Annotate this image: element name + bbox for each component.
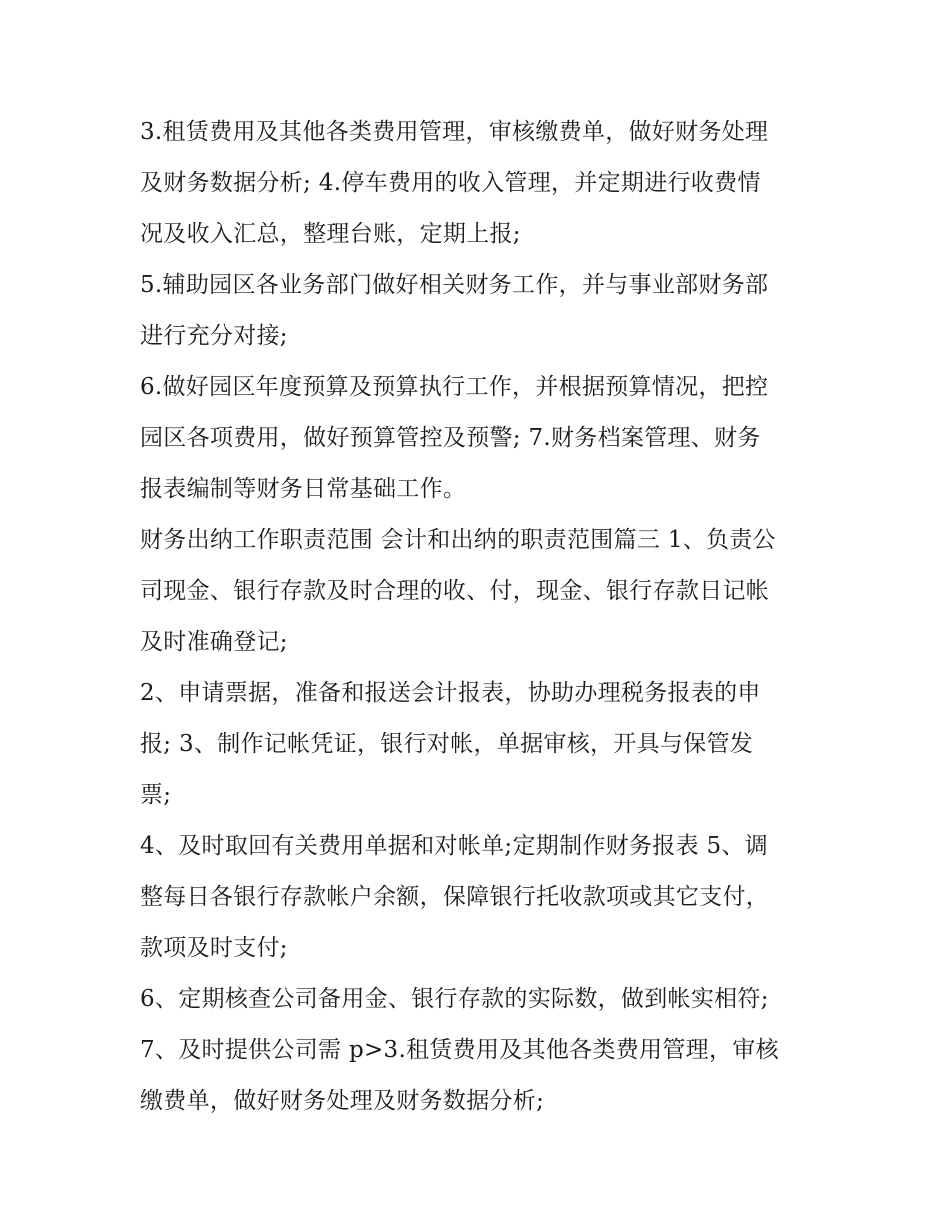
paragraph-1 bbox=[140, 107, 820, 260]
paragraph-3 bbox=[140, 362, 820, 515]
text-line: 4、及时取回有关费用单据和对帐单;定期制作财务报表 5、调 bbox=[140, 833, 769, 859]
text-line: 财务出纳工作职责范围 会计和出纳的职责范围篇三 1、负责公 bbox=[140, 527, 776, 553]
paragraph-2 bbox=[140, 260, 820, 362]
text-line: 及财务数据分析; 4.停车费用的收入管理，并定期进行收费情 bbox=[140, 170, 761, 196]
text-line: 进行充分对接; bbox=[140, 323, 288, 349]
paragraph-6 bbox=[140, 821, 820, 974]
text-line: 2、申请票据，准备和报送会计报表，协助办理税务报表的申 bbox=[140, 680, 761, 706]
document-body bbox=[140, 107, 820, 1127]
paragraph-7 bbox=[140, 974, 820, 1025]
paragraph-4 bbox=[140, 515, 820, 668]
text-line: 园区各项费用，做好预算管控及预警; 7.财务档案管理、财务 bbox=[140, 425, 761, 451]
text-line: 整每日各银行存款帐户余额，保障银行托收款项或其它支付， bbox=[140, 884, 770, 910]
text-line: 款项及时支付; bbox=[140, 935, 288, 961]
text-line: 5.辅助园区各业务部门做好相关财务工作，并与事业部财务部 bbox=[140, 272, 769, 298]
paragraph-8 bbox=[140, 1025, 820, 1127]
text-line: 3.租赁费用及其他各类费用管理，审核缴费单，做好财务处理 bbox=[140, 119, 769, 145]
text-line: 报; 3、制作记帐凭证，银行对帐，单据审核，开具与保管发 bbox=[140, 731, 754, 757]
text-line: 况及收入汇总，整理台账，定期上报; bbox=[140, 221, 521, 247]
text-line: 及时准确登记; bbox=[140, 629, 288, 655]
text-line: 6、定期核查公司备用金、银行存款的实际数，做到帐实相符; bbox=[140, 986, 769, 1012]
text-line: 司现金、银行存款及时合理的收、付，现金、银行存款日记帐 bbox=[140, 578, 770, 604]
text-line: 6.做好园区年度预算及预算执行工作，并根据预算情况，把控 bbox=[140, 374, 769, 400]
text-line: 报表编制等财务日常基础工作。 bbox=[140, 476, 467, 502]
text-line: 7、及时提供公司需 p>3.租赁费用及其他各类费用管理，审核 bbox=[140, 1037, 779, 1063]
paragraph-5 bbox=[140, 668, 820, 821]
text-line: 缴费单，做好财务处理及财务数据分析; bbox=[140, 1088, 545, 1114]
text-line: 票; bbox=[140, 782, 172, 808]
